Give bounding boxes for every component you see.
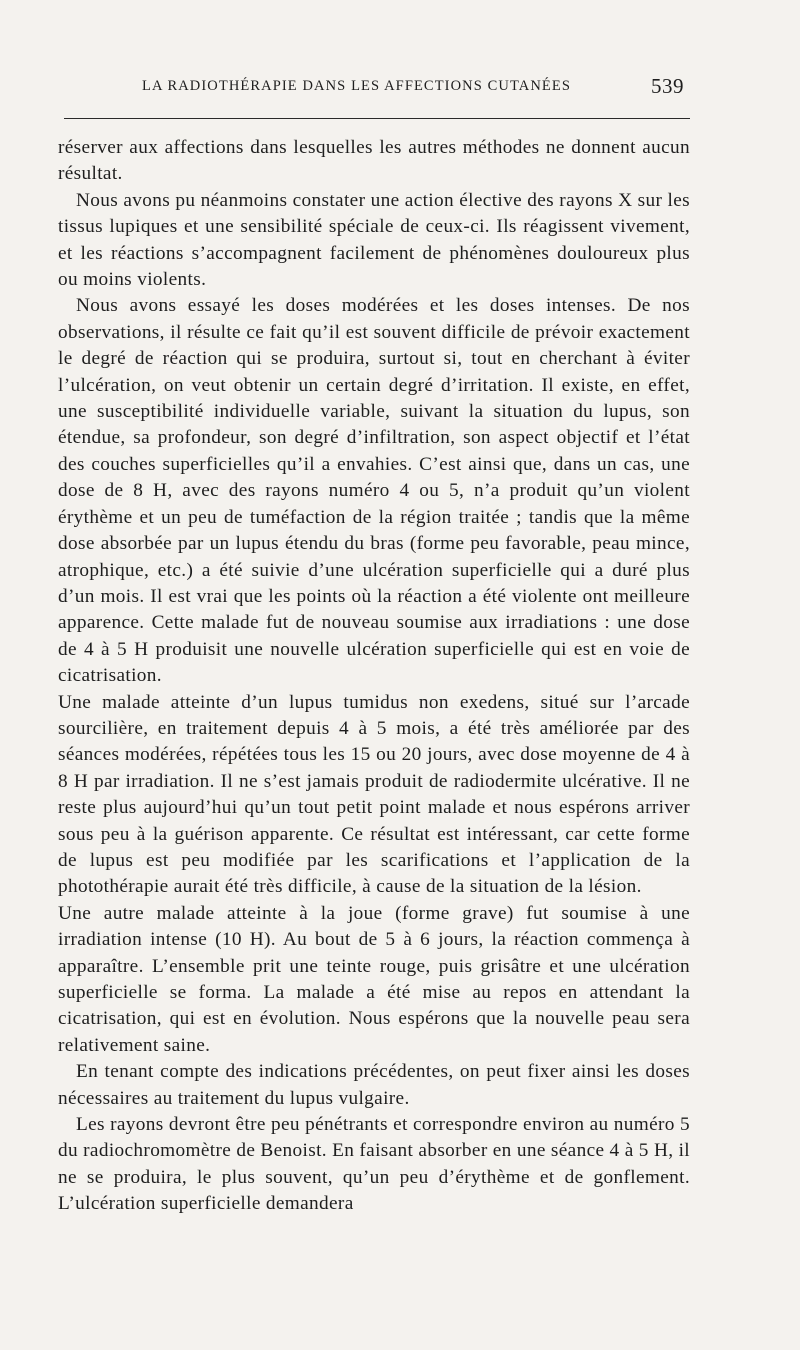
page-number: 539: [651, 74, 684, 98]
book-page: [58, 0, 690, 1350]
body-text: [58, 135, 690, 1218]
paragraph: Une autre malade atteinte à la joue (forme grave) fut soumise à une irradiation intense (10 H). Au bout de 5 à 6 jours, la réaction commença à apparaître. L’ensemble prit une teinte rouge, puis grisâtre et une ulcération superficielle se forma. La malade a été mise au repos en attendant la cicatrisation, qui est en évolution. Nous espérons que la nouvelle peau sera relativement saine.: [58, 902, 690, 1056]
header-rule: [64, 118, 690, 119]
paragraph: En tenant compte des indications précédentes, on peut fixer ainsi les doses nécessaires au traitement du lupus vulgaire.: [58, 1061, 690, 1109]
paragraph: Nous avons pu néanmoins constater une action élective des rayons X sur les tissus lupiques et une sensibilité spéciale de ceux-ci. Ils réagissent vivement, et les réactions s’accompagnent facilement de phénomènes douloureux plus ou moins violents.: [58, 189, 690, 291]
running-head: LA RADIOTHÉRAPIE DANS LES AFFECTIONS CUTANÉES: [142, 78, 571, 94]
page-header: [58, 74, 690, 108]
paragraph-continuation: réserver aux affections dans lesquelles les autres méthodes ne donnent aucun résultat.: [58, 137, 690, 185]
paragraph: Une malade atteinte d’un lupus tumidus non exedens, situé sur l’arcade sourcilière, en traitement depuis 4 à 5 mois, a été très améliorée par des séances modérées, répétées tous les 15 ou 20 jours, avec dose moyenne de 4 à 8 H par irradiation. Il ne s’est jamais produit de radiodermite ulcérative. Il ne reste plus aujourd’hui qu’un tout petit point malade et nous espérons arriver sous peu à la guérison apparente. Ce résultat est intéressant, car cette forme de lupus est peu modifiée par les scarifications et l’application de la photothérapie aurait été très difficile, à cause de la situation de la lésion.: [58, 691, 690, 898]
paragraph: Les rayons devront être peu pénétrants et correspondre environ au numéro 5 du radiochromomètre de Benoist. En faisant absorber en une séance 4 à 5 H, il ne se produira, le plus souvent, qu’un peu d’érythème et de gonflement. L’ulcération superficielle demandera: [58, 1114, 690, 1215]
paragraph: Nous avons essayé les doses modérées et les doses intenses. De nos observations, il résulte ce fait qu’il est souvent difficile de prévoir exactement le degré de réaction qui se produira, surtout si, tout en cherchant à éviter l’ulcération, on veut obtenir un certain degré d’irritation. Il existe, en effet, une susceptibilité individuelle variable, suivant la situation du lupus, son étendue, sa profondeur, son degré d’infiltration, son aspect objectif et l’état des couches superficielles qu’il a envahies. C’est ainsi que, dans un cas, une dose de 8 H, avec des rayons numéro 4 ou 5, n’a produit qu’un violent érythème et un peu de tuméfaction de la région traitée ; tandis que la même dose absorbée par un lupus étendu du bras (forme peu favorable, peau mince, atrophique, etc.) a été suivie d’une ulcération superficielle qui a duré plus d’un mois. Il est vrai que les points où la réaction a été violente ont meilleure apparence. Cette malade fut de nouveau soumise aux irradiations : une dose de 4 à 5 H produisit une nouvelle ulcération superficielle qui est en voie de cicatrisation.: [58, 295, 690, 687]
